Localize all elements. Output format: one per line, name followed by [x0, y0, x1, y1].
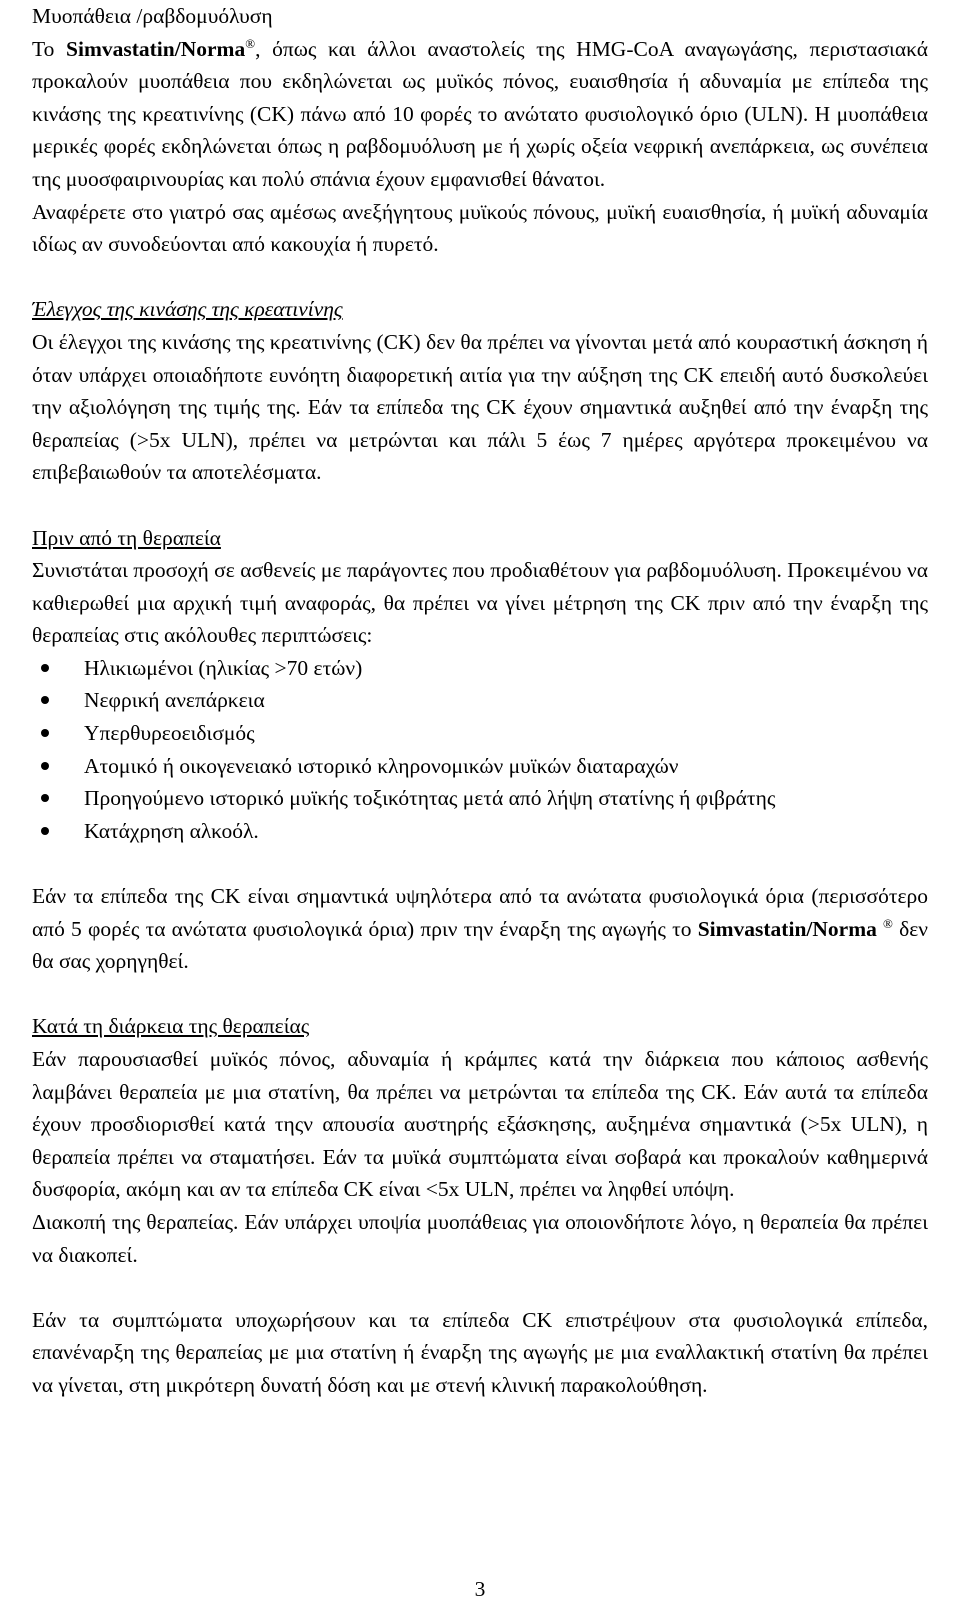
bullet-icon — [41, 762, 49, 770]
list-item: Ηλικιωμένοι (ηλικίας >70 ετών) — [32, 652, 928, 685]
page-number: 3 — [474, 1577, 486, 1601]
bullet-icon — [41, 794, 49, 802]
section-heading-during-therapy: Κατά τη διάρκεια της θεραπείας — [32, 1014, 310, 1039]
document-page — [32, 0, 928, 1402]
section-heading-ck-control: Έλεγχος της κινάσης της κρεατινίνης — [32, 297, 343, 322]
before-therapy-paragraph-1: Συνιστάται προσοχή σε ασθενείς με παράγοντες που προδιαθέτουν για ραβδομυόλυση. Προκειμένου να καθιερωθεί μια αρχική τιμή αναφοράς, θα πρέπει να γίνει μέτρηση της CK πριν από την έναρξη της θεραπείας στις ακόλουθες περιπτώσεις: — [32, 558, 928, 648]
list-item: Προηγούμενο ιστορικό μυϊκής τοξικότητας μετά από λήψη στατίνης ή φιβράτης — [32, 782, 928, 815]
registered-mark: ® — [883, 915, 893, 931]
myopathy-paragraph-1: Το Simvastatin/Norma®, όπως και άλλοι αναστολείς της HMG-CoA αναγωγάσης, περιστασιακά προκαλούν μυοπάθεια που εκδηλώνεται ως μυϊκός πόνος, ευαισθησία ή αδυναμία με επίπεδα της κινάσης της κρεατινίνης (CK) πάνω από 10 φορές το ανώτατο φυσιολογικό όριο (ULN). Η μυοπάθεια μερικές φορές εκδηλώνεται όπως η ραβδομυόλυση με ή χωρίς οξεία νεφρική ανεπάρκεια, ως συνέπεια της μυοσφαιρινουρίας και πολύ σπάνια έχουν εμφανισθεί θάνατοι. — [32, 35, 928, 191]
list-item: Υπερθυρεοειδισμός — [32, 717, 928, 750]
during-therapy-paragraph-2: Διακοπή της θεραπείας. Εάν υπάρχει υποψία μυοπάθειας για οποιονδήποτε λόγο, η θεραπεία θα πρέπει να διακοπεί. — [32, 1209, 928, 1267]
section-heading-before-therapy: Πριν από τη θεραπεία — [32, 525, 221, 550]
risk-factor-list — [32, 652, 928, 848]
bullet-icon — [41, 827, 49, 835]
bullet-icon — [41, 664, 49, 672]
myopathy-paragraph-2: Αναφέρετε στο γιατρό σας αμέσως ανεξήγητους μυϊκούς πόνους, μυϊκή ευαισθησία, ή μυϊκή αδυναμία ιδίως αν συνοδεύονται από κακουχία ή πυρετό. — [32, 199, 928, 257]
list-item: Κατάχρηση αλκοόλ. — [32, 815, 928, 848]
bullet-icon — [41, 696, 49, 704]
section-heading-myopathy: Μυοπάθεια /ραβδομυόλυση — [32, 4, 273, 28]
brand-name: Simvastatin/Norma — [66, 36, 246, 61]
during-therapy-paragraph-3: Εάν τα συμπτώματα υποχωρήσουν και τα επίπεδα CK επιστρέψουν στα φυσιολογικά επίπεδα, επανέναρξη της θεραπείας με μια στατίνη ή έναρξη της αγωγής με μια εναλλακτική στατίνη θα πρέπει να γίνεται, στη μικρότερη δυνατή δόση και με στενή κλινική παρακολούθηση. — [32, 1307, 928, 1397]
brand-name: Simvastatin/Norma — [697, 916, 877, 941]
ck-control-paragraph: Οι έλεγχοι της κινάσης της κρεατινίνης (CK) δεν θα πρέπει να γίνονται μετά από κουραστική άσκηση ή όταν υπάρχει οποιαδήποτε ευνόητη διαφορετική αιτία για την αύξηση της CK επειδή αυτό δυσκολεύει την αξιολόγηση της τιμής της. Εάν τα επίπεδα της CK έχουν σημαντικά αυξηθεί από την έναρξη της θεραπείας (>5x ULN), πρέπει να μετρώνται και πάλι 5 έως 7 ημέρες αργότερα προκειμένου να επιβεβαιωθούν τα αποτελέσματα. — [32, 329, 928, 485]
before-therapy-paragraph-2: Εάν τα επίπεδα της CK είναι σημαντικά υψηλότερα από τα ανώτατα φυσιολογικά όρια (περισσότερο από 5 φορές τα ανώτατα φυσιολογικά όρια) πριν την έναρξη της αγωγής το Simvastatin/Norma ® δεν θα σας χορηγηθεί. — [32, 884, 928, 974]
bullet-icon — [41, 729, 49, 737]
list-item: Ατομικό ή οικογενειακό ιστορικό κληρονομικών μυϊκών διαταραχών — [32, 750, 928, 783]
during-therapy-paragraph-1: Εάν παρουσιασθεί μυϊκός πόνος, αδυναμία ή κράμπες κατά την διάρκεια που κάποιος ασθενής λαμβάνει θεραπεία με μια στατίνη, θα πρέπει να μετρώνται τα επίπεδα της CK. Εάν αυτά τα επίπεδα έχουν προσδιορισθεί κατά τηςν απουσία αυστηρής εξάσκησης, αυξημένα σημαντικά (>5x ULN), η θεραπεία πρέπει να σταματήσει. Εάν τα μυϊκά συμπτώματα είναι σοβαρά και προκαλούν καθημερινά δυσφορία, ακόμη και αν τα επίπεδα CK είναι <5x ULN, πρέπει να ληφθεί υπόψη. — [32, 1047, 928, 1202]
registered-mark: ® — [245, 35, 256, 51]
list-item: Νεφρική ανεπάρκεια — [32, 684, 928, 717]
